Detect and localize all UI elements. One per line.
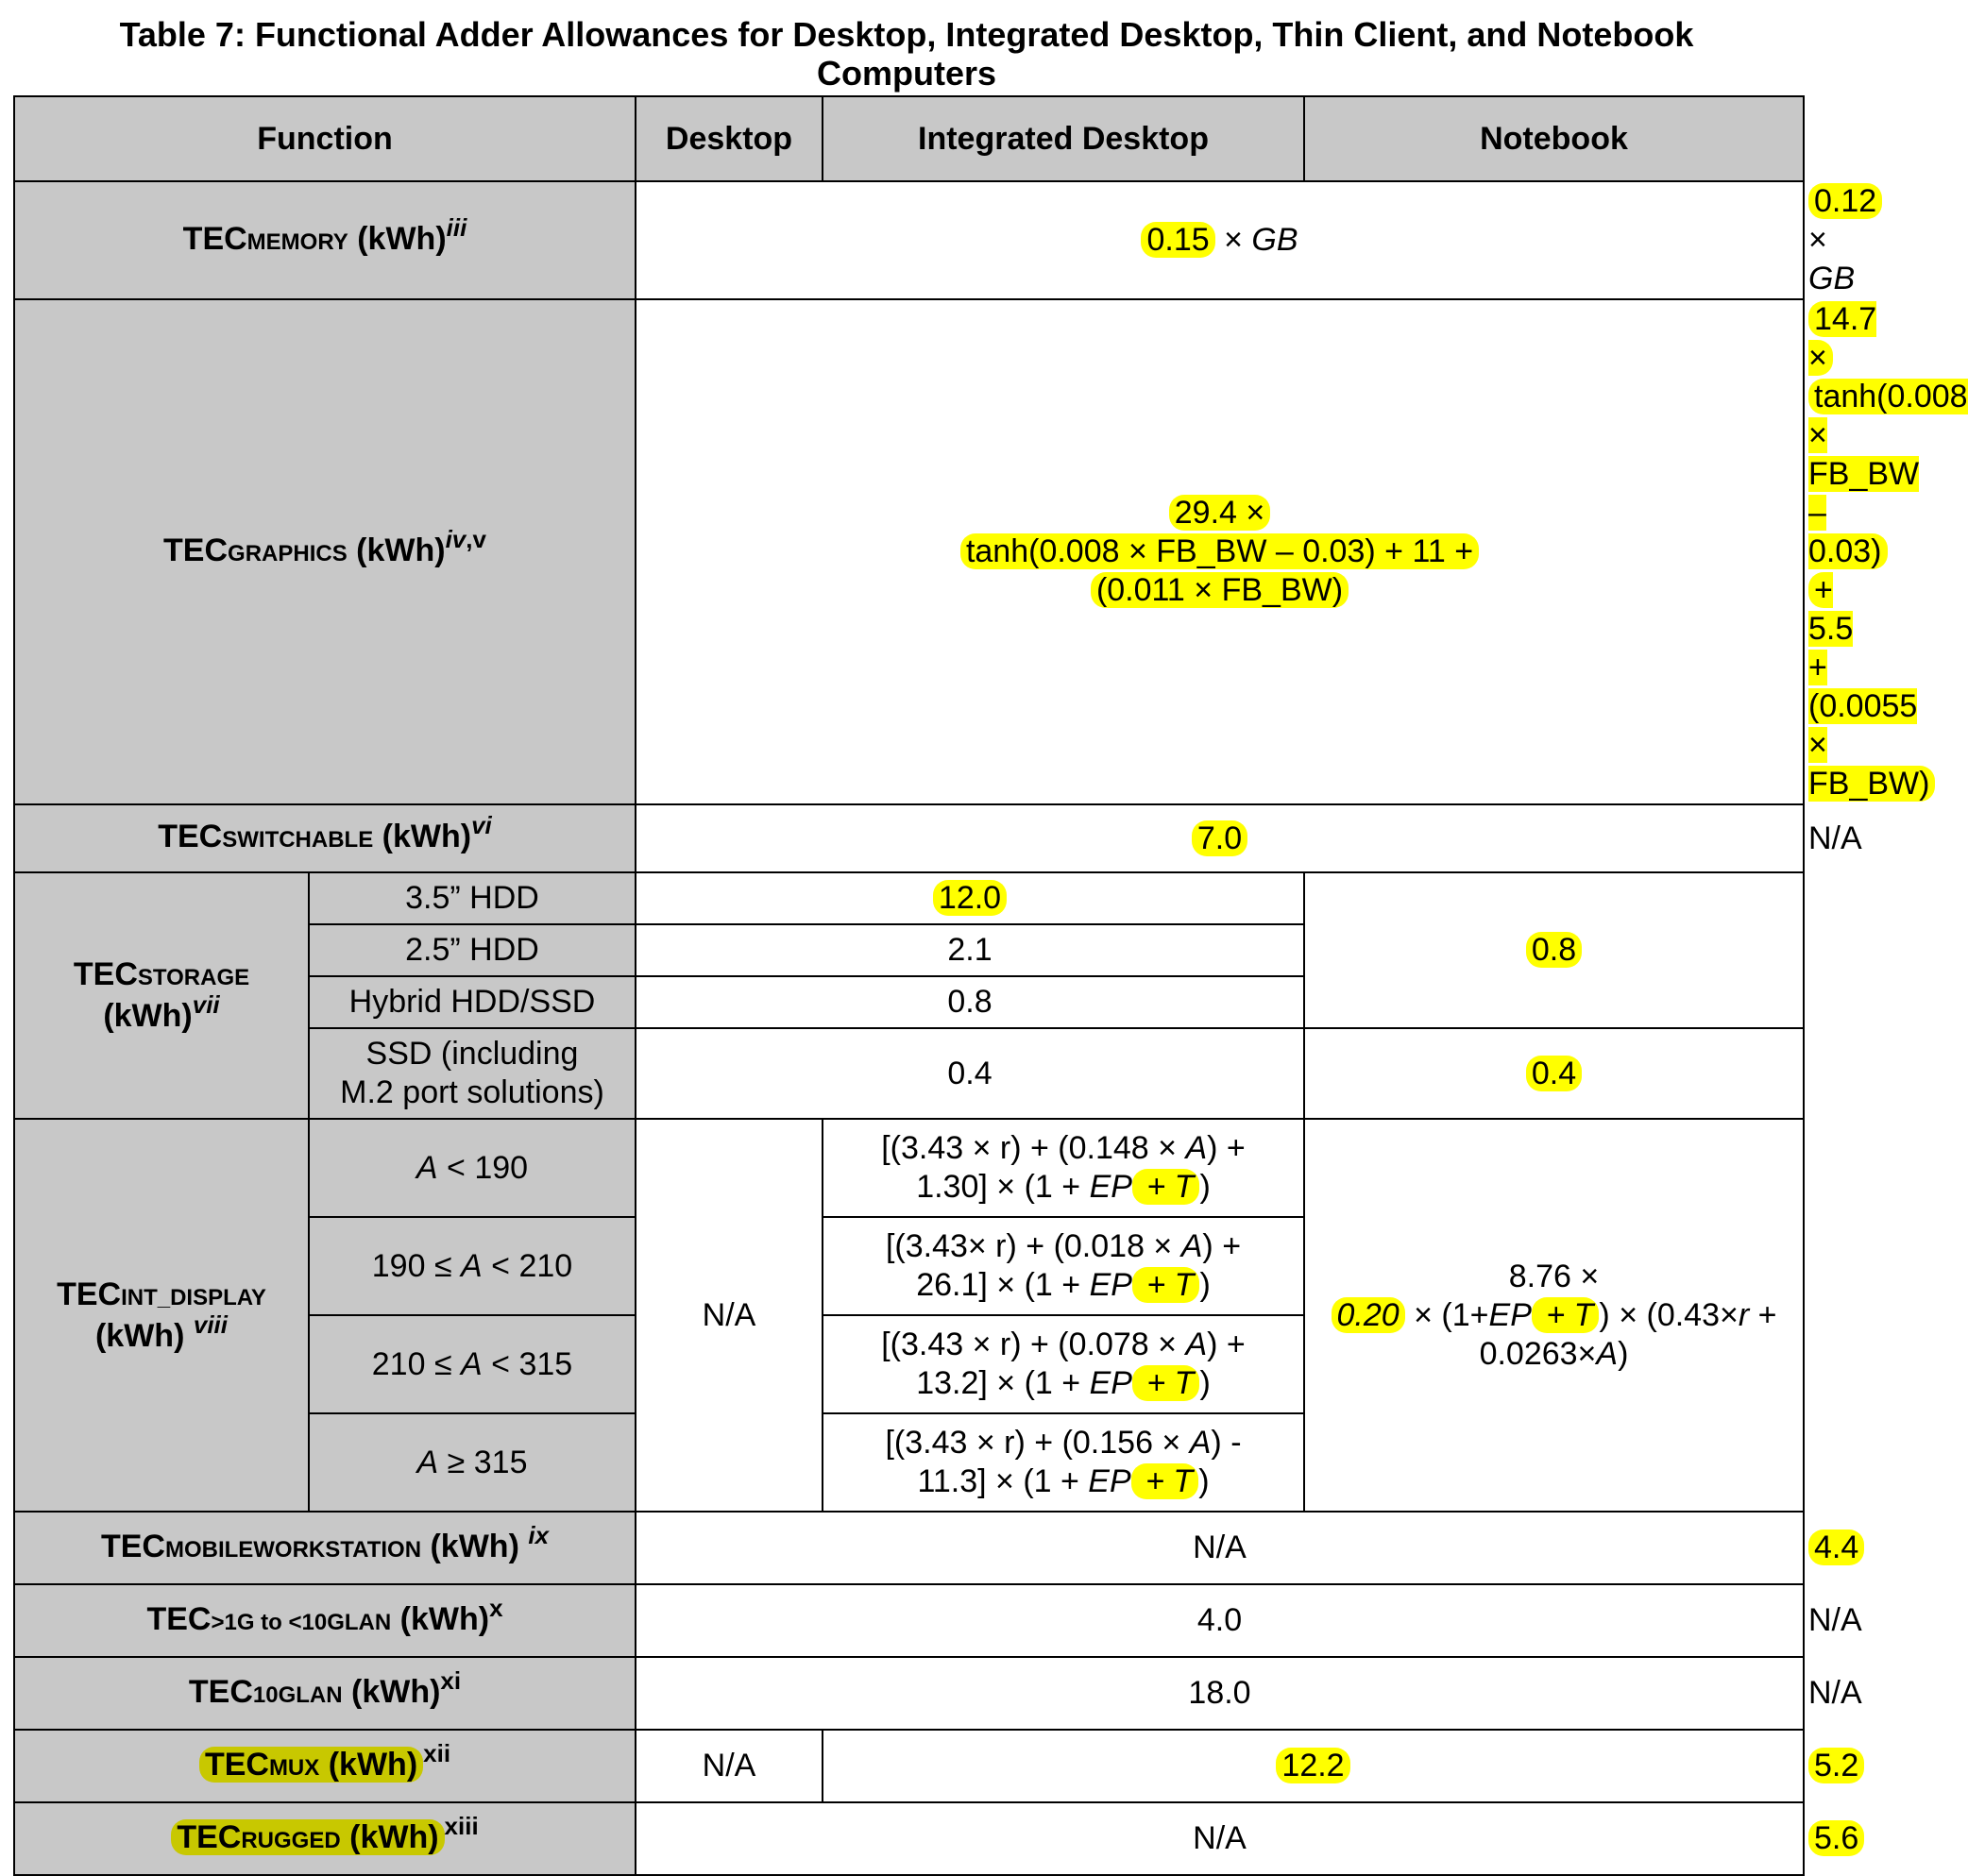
mux-desktop-value: N/A	[636, 1730, 823, 1802]
row-display-1	[14, 1119, 1804, 1217]
memory-desktop-value: 0.15 × GB	[636, 181, 1804, 299]
header-notebook: Notebook	[1304, 96, 1804, 181]
mobile-label: TECMOBILEWORKSTATION (kWh) $^{ix}$	[14, 1512, 636, 1584]
storage-notebook-hdd-value: 0.8	[1304, 872, 1804, 1028]
lan-desktop-value: 4.0	[636, 1584, 1804, 1657]
rugged-desktop-value: N/A	[636, 1802, 1804, 1875]
row-switchable: TECSWITCHABLE (kWh)$^{vi}$ 7.0 N/A	[14, 804, 1804, 872]
display-size-label: 190 ≤ A < 210	[309, 1217, 636, 1315]
table-title-line1: Table 7: Functional Adder Allowances for Desktop, Integrated Desktop, Thin Client, and Notebook	[119, 15, 1694, 54]
storage-desktop-value: 2.1	[636, 924, 1304, 976]
storage-type-label: 2.5” HDD	[309, 924, 636, 976]
storage-label: TECSTORAGE (kWh)$^{vii}$	[14, 872, 309, 1119]
display-size-label: A < 190	[309, 1119, 636, 1217]
mux-label: TECMUX (kWh) $^{xii}$	[14, 1730, 636, 1802]
storage-type-label: SSD (including M.2 port solutions)	[309, 1028, 636, 1119]
rugged-label: TECRUGGED (kWh) $^{xiii}$	[14, 1802, 636, 1875]
header-integrated-desktop: Integrated Desktop	[823, 96, 1304, 181]
table-title	[0, 15, 1813, 93]
storage-type-label: Hybrid HDD/SSD	[309, 976, 636, 1028]
display-integrated-formula: [(3.43 × r) + (0.156 × A) - 11.3] × (1 + EP + T )	[823, 1413, 1304, 1512]
header-row	[14, 96, 1804, 181]
storage-type-label: 3.5” HDD	[309, 872, 636, 924]
header-function: Function	[14, 96, 636, 181]
display-label: TECINT_DISPLAY (kWh) $^{viii}$	[14, 1119, 309, 1512]
row-memory: TECMEMORY (kWh)$^{iii}$ 0.15 × GB 0.12 × GB	[14, 181, 1804, 299]
row-lan: TEC>1G to <10GLAN (kWh)$^x$ 4.0 N/A	[14, 1584, 1804, 1657]
storage-notebook-ssd-value: 0.4	[1304, 1028, 1804, 1119]
mux-integrated-value: 12.2	[823, 1730, 1804, 1802]
graphics-label: TECGRAPHICS (kWh)$^{iv,v}$	[14, 299, 636, 804]
table-title-line2: Computers	[816, 54, 997, 93]
storage-desktop-value: 0.4	[636, 1028, 1304, 1119]
display-notebook-formula: 8.76 × 0.20 × (1+EP + T ) × (0.43×r + 0.0263×A)	[1304, 1119, 1804, 1512]
mobile-desktop-value: N/A	[636, 1512, 1804, 1584]
glan-label: TEC10GLAN (kWh)$^{xi}$	[14, 1657, 636, 1730]
glan-desktop-value: 18.0	[636, 1657, 1804, 1730]
switchable-label: TECSWITCHABLE (kWh)$^{vi}$	[14, 804, 636, 872]
header-desktop: Desktop	[636, 96, 823, 181]
graphics-desktop-value: 29.4 × tanh(0.008 × FB_BW – 0.03) + 11 + (0.011 × FB_BW)	[636, 299, 1804, 804]
row-mux: TECMUX (kWh) $^{xii}$ N/A 12.2 5.2	[14, 1730, 1804, 1802]
display-integrated-formula: [(3.43 × r) + (0.078 × A) + 13.2] × (1 + EP + T )	[823, 1315, 1304, 1413]
storage-desktop-value: 12.0	[636, 872, 1304, 924]
display-size-label: 210 ≤ A < 315	[309, 1315, 636, 1413]
row-graphics: TECGRAPHICS (kWh)$^{iv,v}$ 29.4 × tanh(0.008 × FB_BW – 0.03) + 11 + (0.011 × FB_BW) 14.7 × tanh(0.008 × FB_BW – 0.03) + 5.5 + (0.0055 × FB_BW)	[14, 299, 1804, 804]
functional-adder-table	[13, 95, 1968, 1876]
row-10glan: TEC10GLAN (kWh)$^{xi}$ 18.0 N/A	[14, 1657, 1804, 1730]
display-desktop-value: N/A	[636, 1119, 823, 1512]
display-size-label: A ≥ 315	[309, 1413, 636, 1512]
memory-label: TECMEMORY (kWh)$^{iii}$	[14, 181, 636, 299]
switchable-desktop-value: 7.0	[636, 804, 1804, 872]
display-integrated-formula: [(3.43× r) + (0.018 × A) + 26.1] × (1 + EP + T )	[823, 1217, 1304, 1315]
storage-desktop-value: 0.8	[636, 976, 1304, 1028]
row-storage-35hdd	[14, 872, 1804, 924]
lan-label: TEC>1G to <10GLAN (kWh)$^x$	[14, 1584, 636, 1657]
row-mobile-workstation: TECMOBILEWORKSTATION (kWh) $^{ix}$ N/A 4.4	[14, 1512, 1804, 1584]
row-rugged: TECRUGGED (kWh) $^{xiii}$ N/A 5.6	[14, 1802, 1804, 1875]
display-integrated-formula: [(3.43 × r) + (0.148 × A) + 1.30] × (1 + EP + T )	[823, 1119, 1304, 1217]
